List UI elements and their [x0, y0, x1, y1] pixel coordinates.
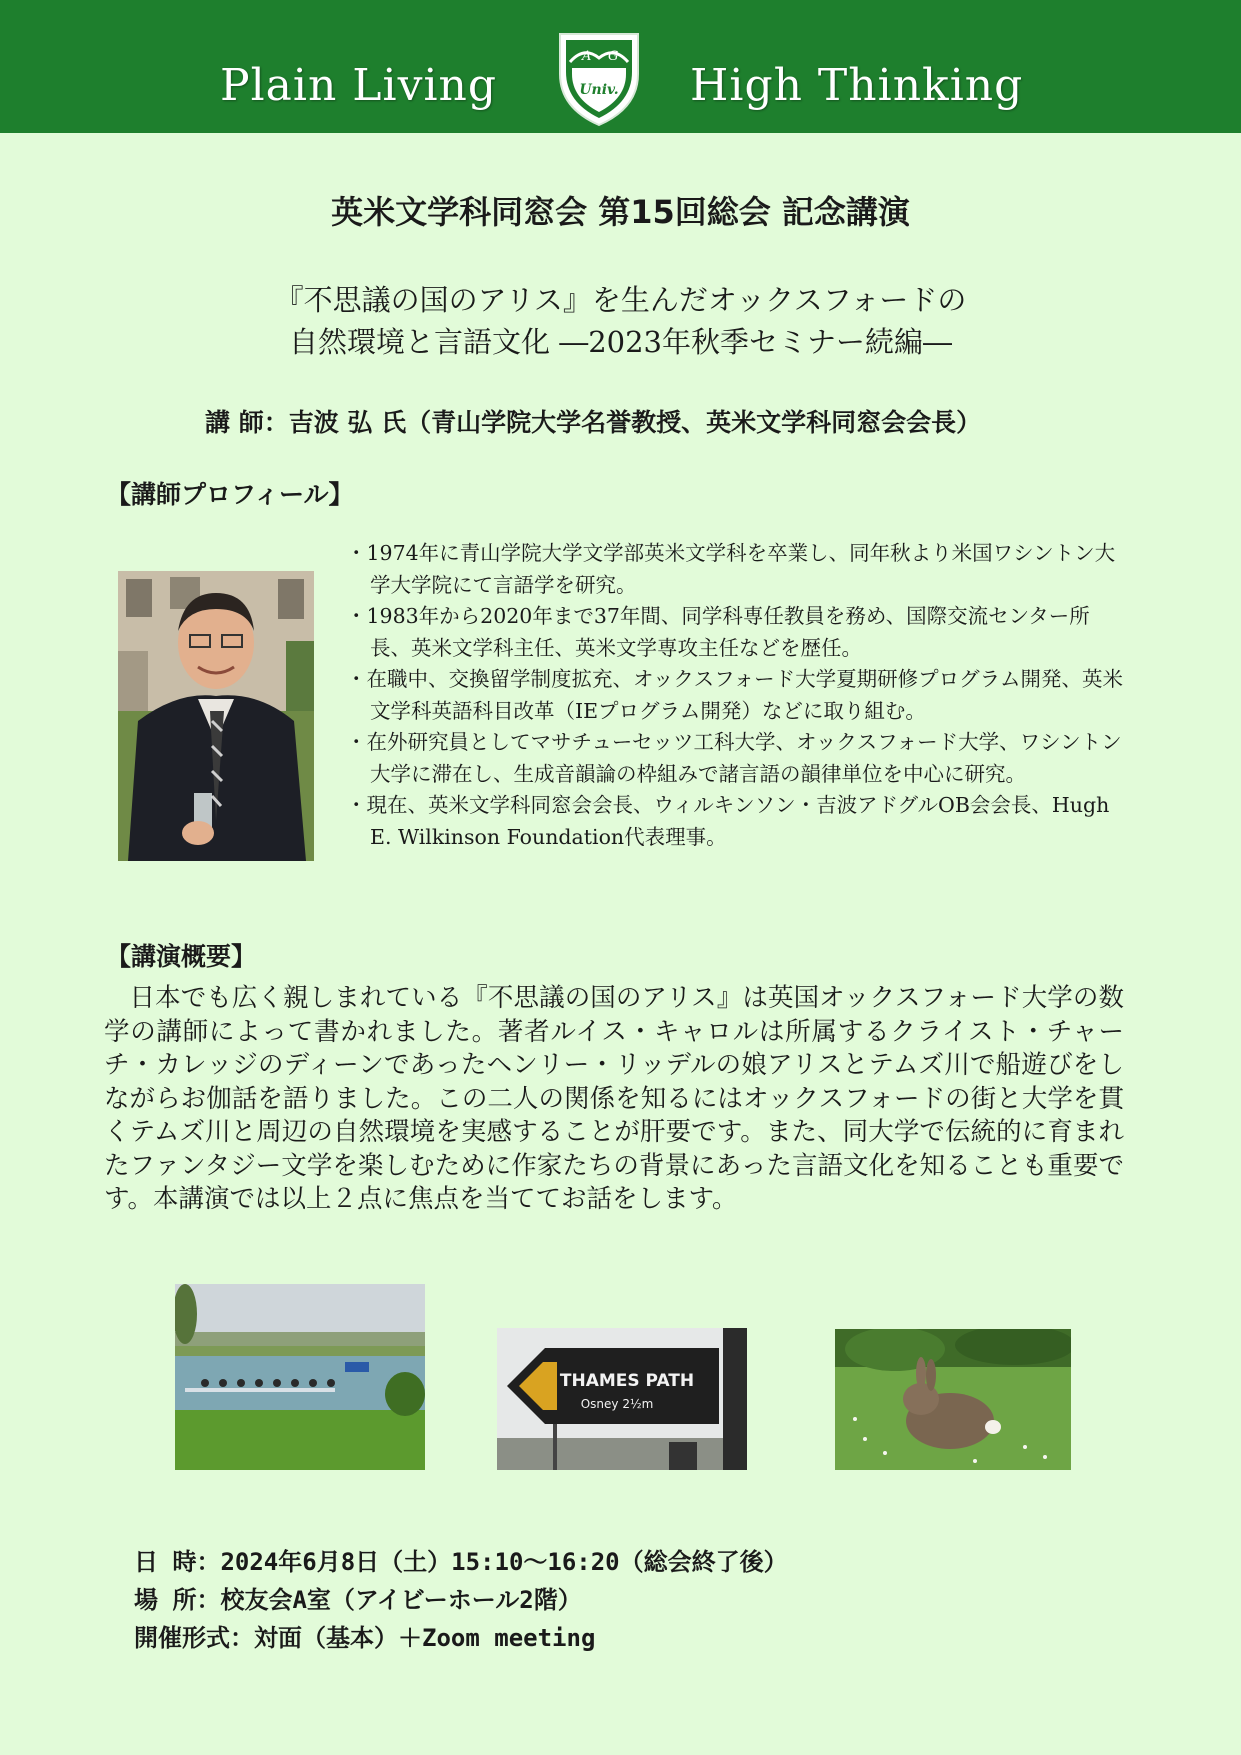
lecture-title-line2: 自然環境と言語文化 ―2023年秋季セミナー続編―: [288, 325, 953, 359]
thames-path-sign-photo: [497, 1328, 747, 1470]
header-banner: [0, 0, 1241, 133]
profile-heading: 【講師プロフィール】: [106, 480, 354, 509]
event-datetime: 日 時：2024年6月8日（土）15:10～16:20（総会終了後）: [134, 1548, 788, 1576]
event-title: 英米文学科同窓会 第15回総会 記念講演: [331, 193, 910, 231]
profile-item: ・在職中、交換留学制度拡充、オックスフォード大学夏期研修プログラム開発、英米文学科英語科目改革（IEプログラム開発）などに取り組む。: [346, 667, 1123, 723]
speaker-portrait: [118, 571, 314, 861]
rowing-photo: [175, 1284, 425, 1470]
profile-list: [346, 538, 1126, 853]
profile-item: ・1983年から2020年まで37年間、同学科専任教員を務め、国際交流センター所長、英米文学科主任、英米文学専攻主任などを歴任。: [346, 604, 1090, 660]
summary-body: 日本でも広く親しまれている『不思議の国のアリス』は英国オックスフォード大学の数学の講師によって書かれました。著者ルイス・キャロルは所属するクライスト・チャーチ・カレッジのディーンであったヘンリー・リッデルの娘アリスとテムズ川で船遊びをしながらお伽話を語りました。この二人の関係を知るにはオックスフォードの街と大学を貫くテムズ川と周辺の自然環境を実感することが肝要です。また、同大学で伝統的に育まれたファンタジー文学を楽しむために作家たちの背景にあった言語文化を知ることも重要です。本講演では以上２点に焦点を当ててお話をします。: [104, 983, 1124, 1214]
profile-item: ・1974年に青山学院大学文学部英米文学科を卒業し、同年秋より米国ワシントン大学大学院にて言語学を研究。: [346, 541, 1116, 597]
motto-right: High Thinking: [690, 60, 1024, 111]
speaker-line: 講 師：吉波 弘 氏（青山学院大学名誉教授、英米文学科同窓会会長）: [205, 408, 982, 437]
summary-heading: 【講演概要】: [106, 942, 257, 971]
sign-title: THAMES PATH: [559, 1371, 695, 1391]
rabbit-photo: [835, 1329, 1071, 1470]
crest-text: Univ.: [579, 82, 619, 98]
university-crest-icon: [556, 28, 642, 128]
event-format: 開催形式：対面（基本）＋Zoom meeting: [134, 1624, 596, 1652]
lecture-title-line1: 『不思議の国のアリス』を生んだオックスフォードの: [274, 283, 967, 317]
svg-text:G: G: [608, 49, 619, 64]
event-place: 場 所：校友会A室（アイビーホール2階）: [134, 1586, 582, 1614]
motto-left: Plain Living: [220, 60, 498, 111]
profile-item: ・現在、英米文学科同窓会会長、ウィルキンソン・吉波アドグルOB会会長、Hugh E. Wilkinson Foundation代表理事。: [346, 793, 1110, 849]
sign-subtitle: Osney 2½m: [580, 1397, 654, 1411]
svg-text:A: A: [582, 49, 592, 64]
profile-item: ・在外研究員としてマサチューセッツ工科大学、オックスフォード大学、ワシントン大学に滞在し、生成音韻論の枠組みで諸言語の韻律単位を中心に研究。: [346, 730, 1122, 786]
